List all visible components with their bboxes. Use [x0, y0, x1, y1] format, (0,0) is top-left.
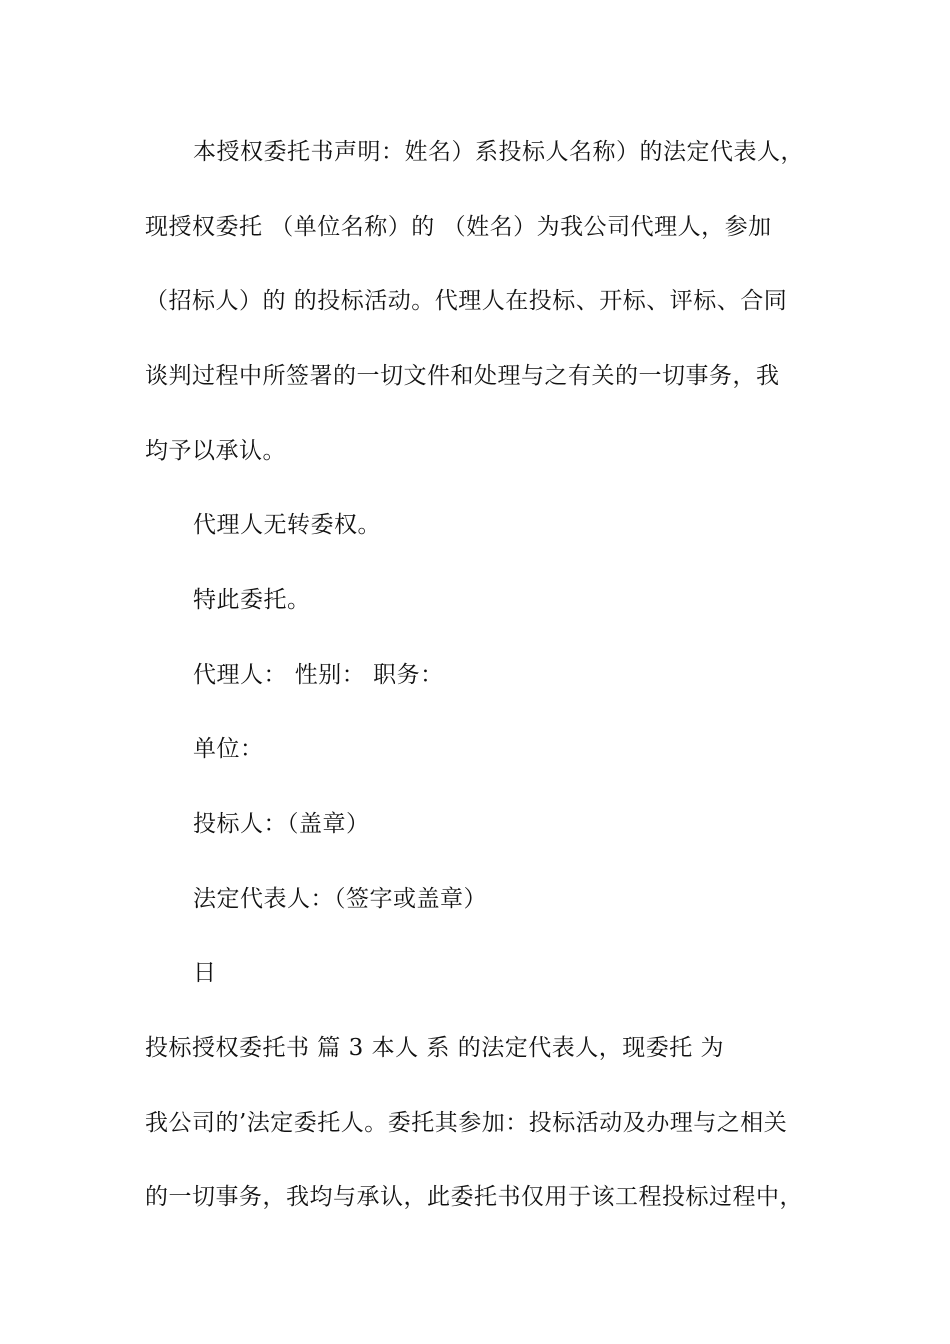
- paragraph-line-1: 本授权委托书声明：姓名）系投标人名称）的法定代表人，: [193, 139, 804, 165]
- bidder-seal-line: 投标人：（盖章）: [193, 811, 370, 837]
- date-line: 日: [193, 960, 217, 986]
- paragraph-line-2: 现授权委托 （单位名称）的 （姓名）为我公司代理人，参加: [145, 214, 772, 240]
- unit-line: 单位：: [193, 736, 264, 762]
- legal-rep-signature-line: 法定代表人：（签字或盖章）: [193, 886, 487, 912]
- section-3-first-line: 投标授权委托书 篇 3 本人 系 的法定代表人，现委托 为: [145, 1035, 724, 1061]
- paragraph-line-3: （招标人）的 的投标活动。代理人在投标、开标、评标、合同: [145, 288, 788, 314]
- paragraph-line-4: 谈判过程中所签署的一切文件和处理与之有关的一切事务，我: [145, 363, 780, 389]
- paragraph-line-5: 均予以承认。: [145, 438, 286, 464]
- section-3-line-2: 我公司的’法定委托人。委托其参加：投标活动及办理与之相关: [145, 1110, 788, 1136]
- agent-info-line: 代理人： 性别： 职务：: [193, 662, 444, 688]
- no-subdelegation-line: 代理人无转委权。: [193, 512, 381, 538]
- section-3-line-3: 的一切事务，我均与承认，此委托书仅用于该工程投标过程中，: [145, 1184, 803, 1210]
- hereby-entrust-line: 特此委托。: [193, 587, 311, 613]
